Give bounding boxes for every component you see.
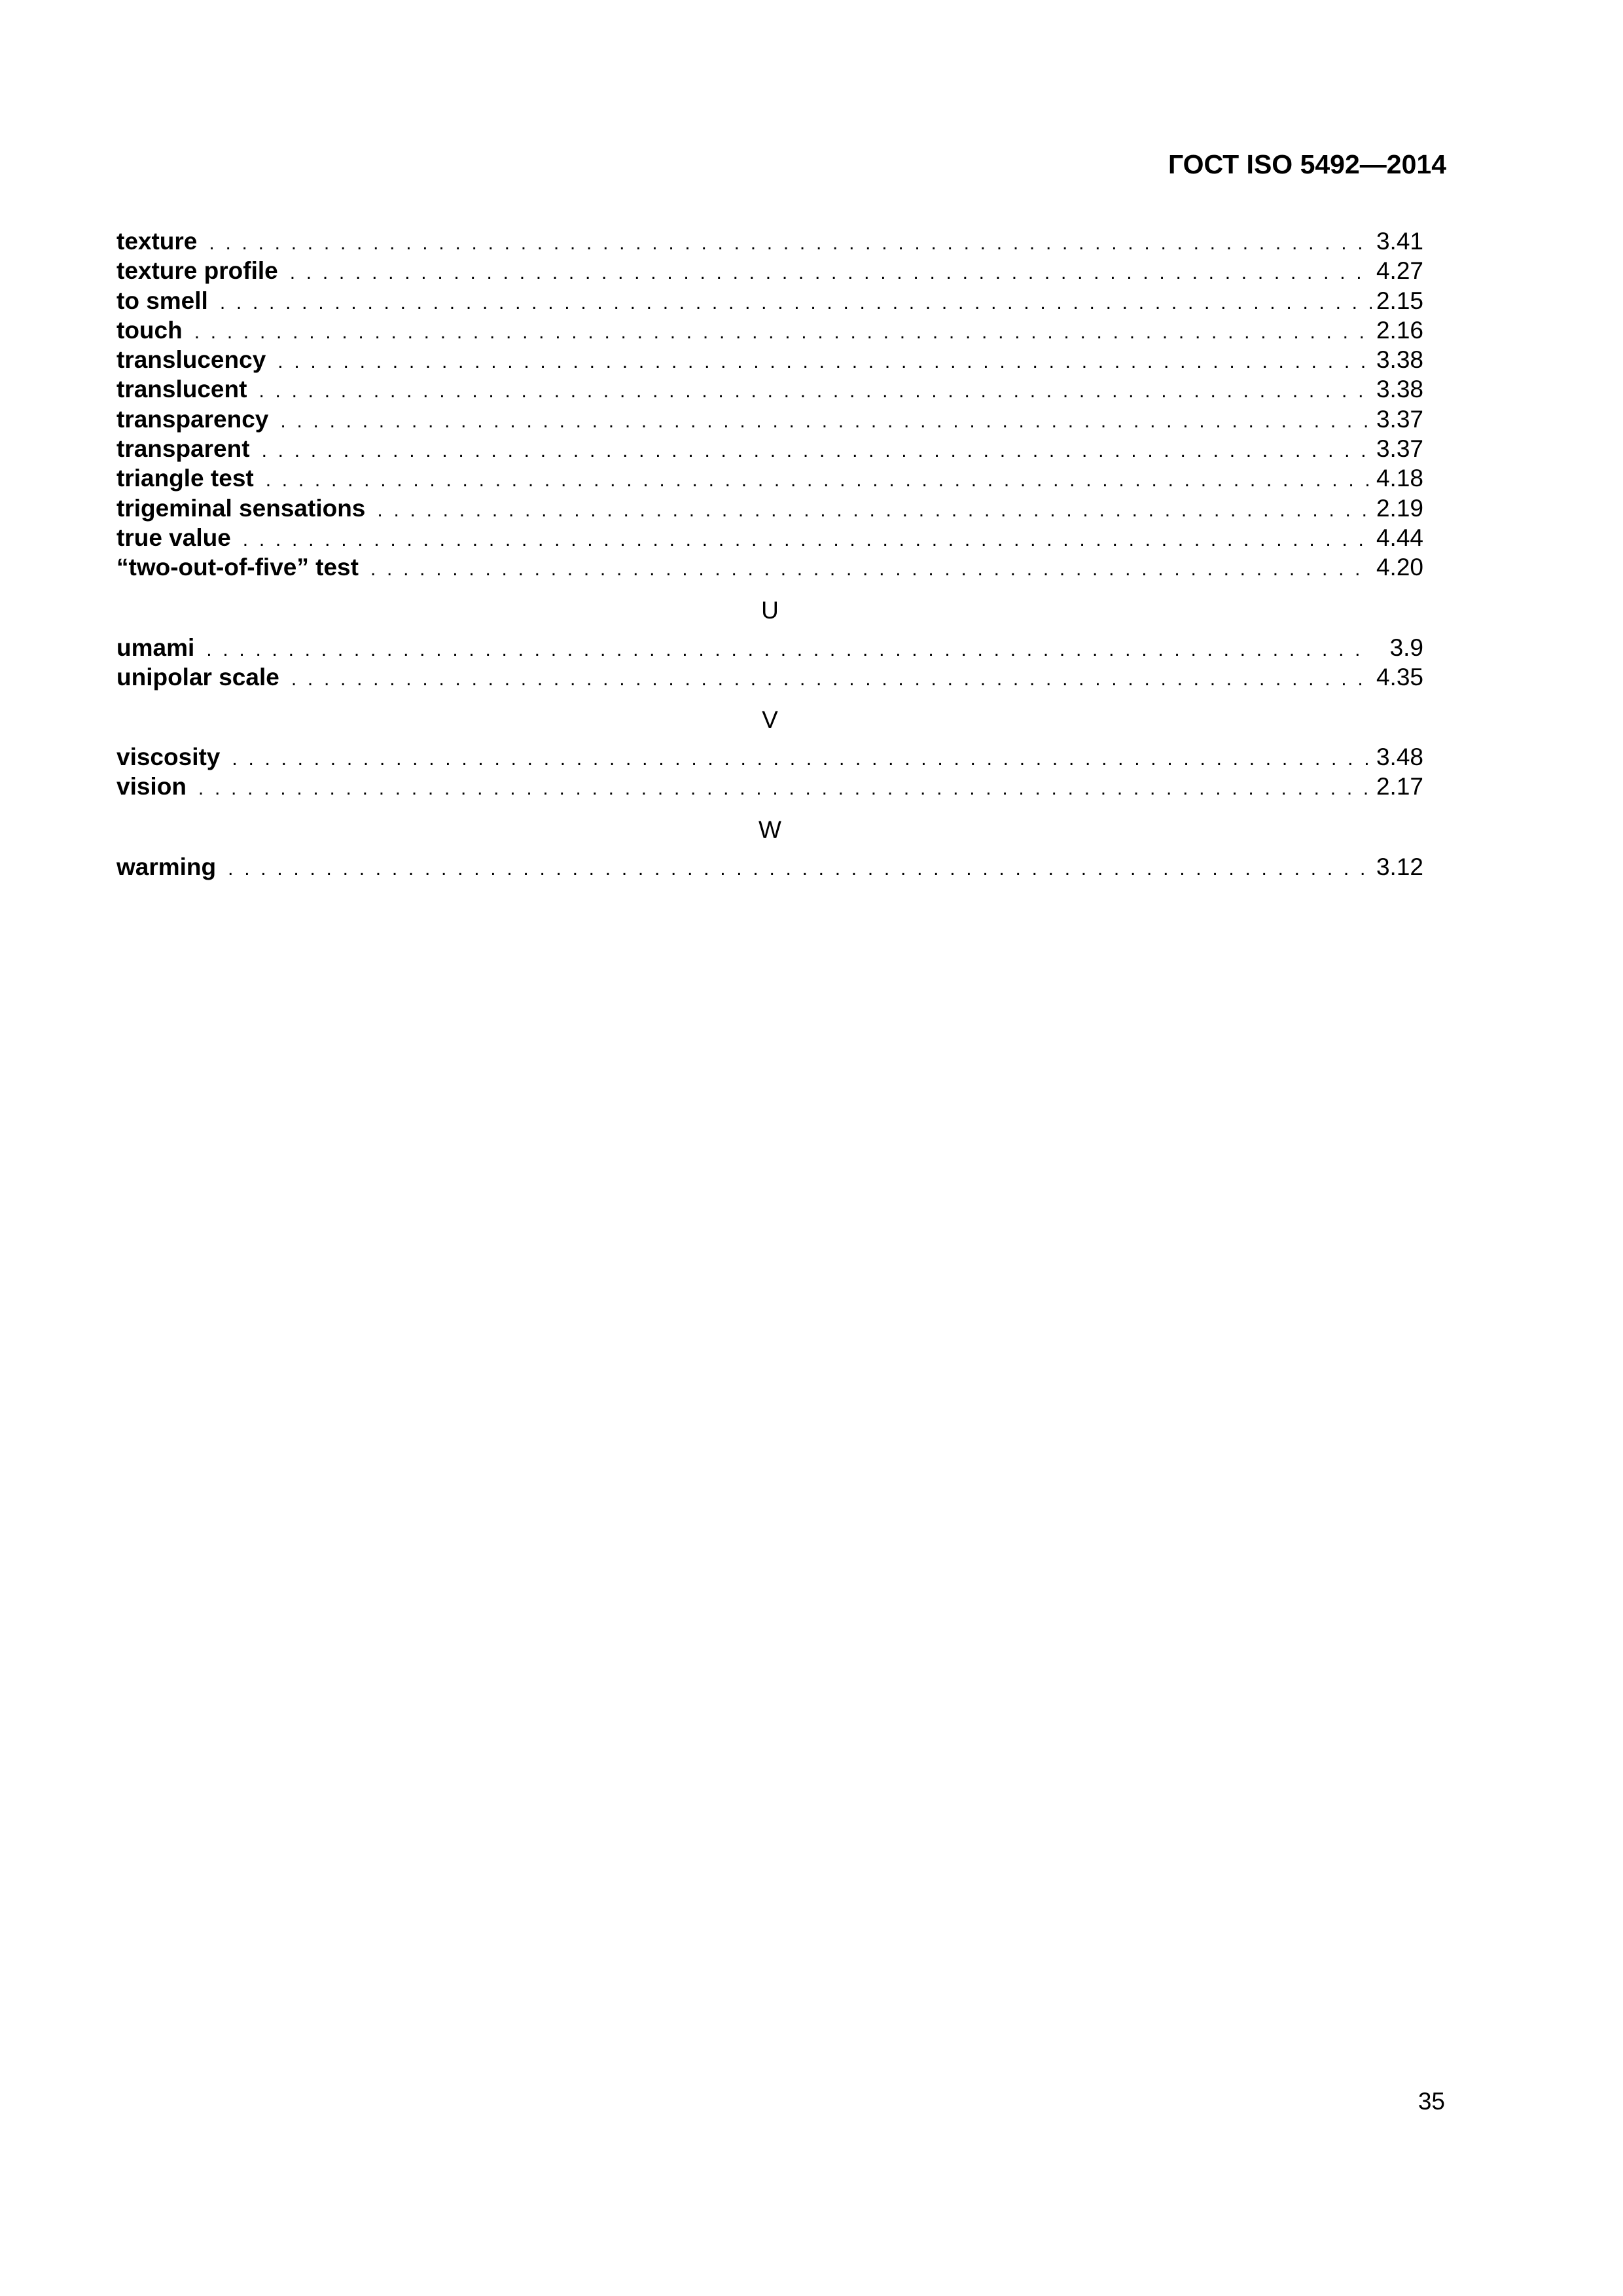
dot-leader (266, 465, 1372, 495)
dot-leader (290, 258, 1372, 287)
index-term: umami (116, 634, 195, 661)
index-entry (116, 742, 1423, 772)
index-reference: 4.44 (1376, 524, 1423, 551)
index-entry (116, 345, 1423, 374)
index-term: transparency (116, 405, 269, 433)
index-reference: 3.37 (1376, 405, 1423, 433)
index-entry (116, 286, 1423, 315)
index-term: true value (116, 524, 231, 551)
dot-leader (194, 317, 1372, 347)
index-term: texture profile (116, 257, 278, 285)
index-reference: 2.16 (1376, 316, 1423, 344)
index-reference: 2.19 (1376, 494, 1423, 522)
index-term: warming (116, 853, 217, 880)
index-entry (116, 434, 1423, 463)
index-group-u (116, 596, 1423, 692)
index-reference: 3.38 (1376, 376, 1423, 403)
index-reference: 2.17 (1376, 773, 1423, 800)
index-entry (116, 374, 1423, 404)
index-term: trigeminal sensations (116, 494, 366, 522)
index-group-v (116, 705, 1423, 802)
index-term: triangle test (116, 465, 254, 492)
index-term: “two-out-of-five” test (116, 554, 359, 581)
index-entry (116, 256, 1423, 285)
index-group-w (116, 815, 1423, 882)
alphabetical-index (116, 226, 1423, 882)
dot-leader (209, 228, 1372, 258)
index-entry (116, 463, 1423, 493)
index-term: translucent (116, 376, 247, 403)
dot-leader (243, 525, 1372, 554)
dot-leader (277, 347, 1372, 376)
dot-leader (262, 436, 1372, 465)
index-term: touch (116, 316, 183, 344)
index-reference: 2.15 (1376, 287, 1423, 314)
index-reference: 4.35 (1376, 663, 1423, 691)
section-letter-heading: W (758, 816, 781, 843)
index-term: to smell (116, 287, 208, 314)
dot-leader (198, 774, 1372, 803)
dot-leader (232, 744, 1372, 774)
index-entry (116, 493, 1423, 523)
index-entry (116, 772, 1423, 801)
dot-leader (206, 635, 1372, 664)
index-entry (116, 315, 1423, 345)
index-reference: 3.12 (1376, 853, 1423, 880)
dot-leader (220, 288, 1372, 317)
index-reference: 4.27 (1376, 257, 1423, 285)
index-entry (116, 523, 1423, 552)
index-reference: 3.9 (1389, 634, 1423, 661)
section-letter-heading: V (762, 706, 778, 734)
index-group-t (116, 226, 1423, 583)
index-term: transparent (116, 435, 250, 463)
index-entry (116, 226, 1423, 256)
index-term: texture (116, 228, 198, 255)
index-entry (116, 852, 1423, 882)
dot-leader (228, 854, 1372, 884)
index-term: translucency (116, 346, 266, 374)
index-entry (116, 662, 1423, 692)
index-reference: 3.37 (1376, 435, 1423, 463)
dot-leader (291, 664, 1372, 694)
document-header-title: ГОСТ ISO 5492—2014 (1168, 149, 1446, 179)
index-term: unipolar scale (116, 663, 279, 691)
index-reference: 3.38 (1376, 346, 1423, 374)
index-reference: 3.48 (1376, 744, 1423, 771)
dot-leader (377, 495, 1372, 525)
index-term: viscosity (116, 744, 221, 771)
index-entry (116, 404, 1423, 434)
section-letter-heading: U (761, 596, 779, 624)
index-entry (116, 633, 1423, 662)
index-term: vision (116, 773, 187, 800)
page-number: 35 (1418, 2088, 1445, 2115)
dot-leader (370, 554, 1372, 584)
index-entry (116, 552, 1423, 582)
dot-leader (280, 406, 1372, 436)
index-reference: 4.20 (1376, 554, 1423, 581)
index-reference: 4.18 (1376, 465, 1423, 492)
dot-leader (259, 376, 1372, 406)
index-reference: 3.41 (1376, 228, 1423, 255)
